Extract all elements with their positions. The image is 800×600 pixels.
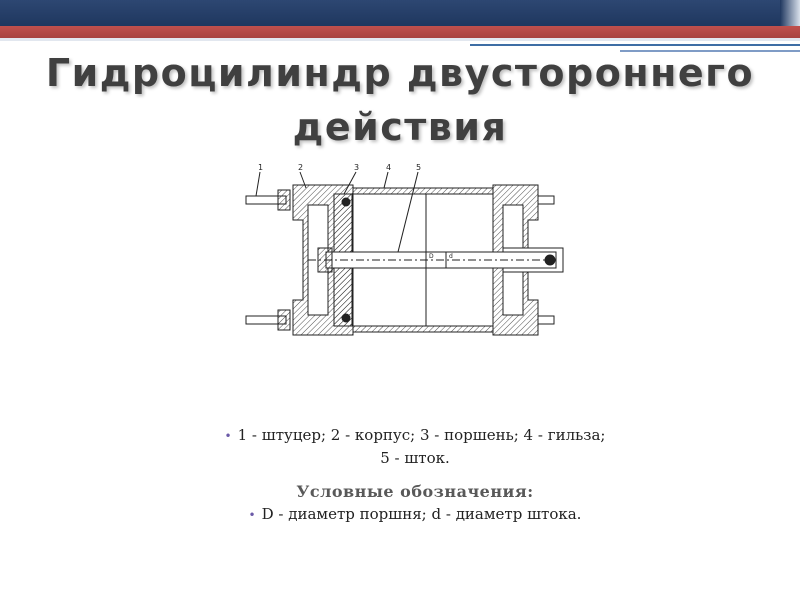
legend-heading: Условные обозначения: [296,482,534,501]
callout-label: 5 [416,163,422,172]
header-corner-decoration [780,0,800,26]
callout-label: 4 [386,163,392,172]
bullet-icon: • [224,429,232,443]
header-bar-navy [0,0,800,26]
callout-label: 3 [354,163,360,172]
parts-list-line-2: 5 - шток. [380,449,450,467]
callout-label: 2 [298,163,304,172]
dimension-label-d: d [449,253,453,260]
parts-list-item [180,424,650,447]
dimension-label-D: D [429,253,434,260]
callout-label: 1 [258,163,264,172]
parts-list-line-1: 1 - штуцер; 2 - корпус; 3 - поршень; 4 - гильза; [237,426,606,444]
slide-text-block [180,424,650,526]
header-bar-light [0,38,800,41]
hydraulic-cylinder-drawing [238,160,566,360]
header-bar-red [0,26,800,38]
legend-item [180,503,650,526]
legend-text: D - диаметр поршня; d - диаметр штока. [261,505,582,523]
slide-title: Гидроцилиндр двустороннего действия [45,51,755,149]
bullet-icon: • [248,508,256,522]
